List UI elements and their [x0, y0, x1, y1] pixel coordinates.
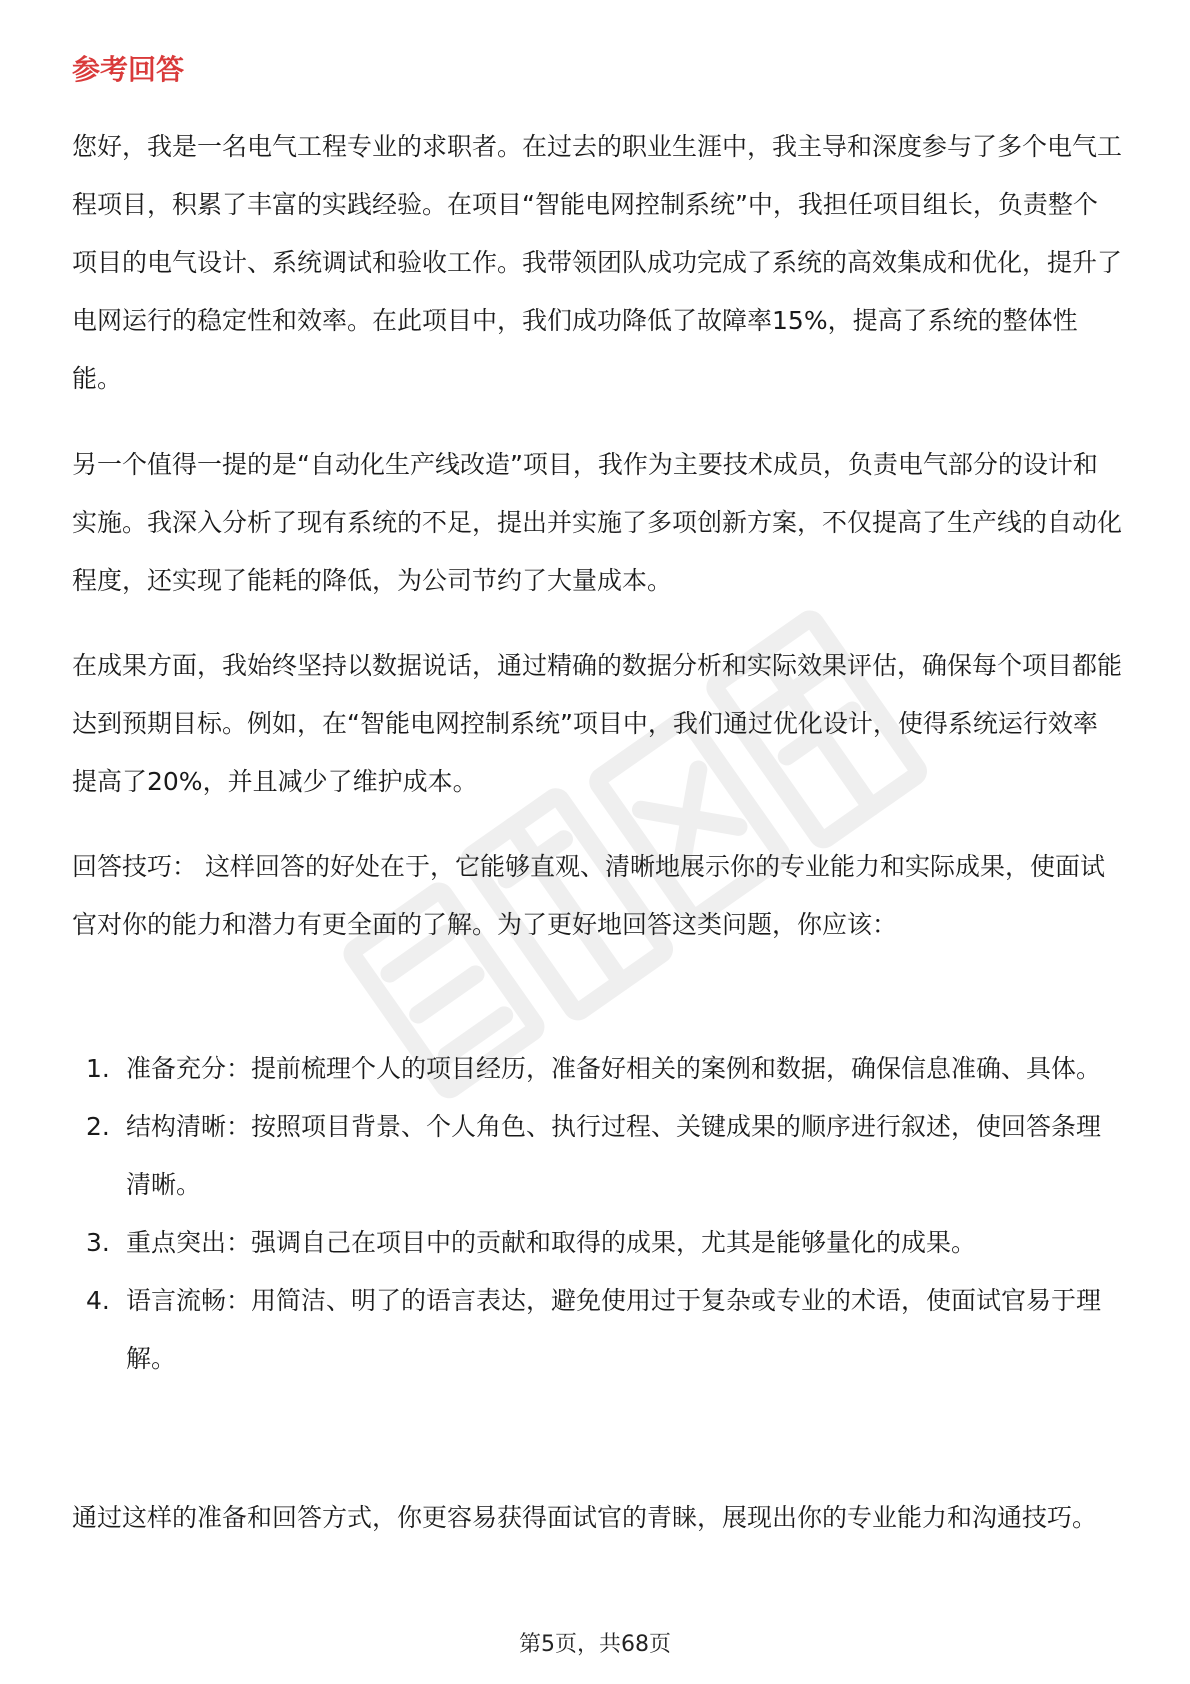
- list-item: [72, 1040, 1122, 1098]
- closing-paragraph: 通过这样的准备和回答方式，你更容易获得面试官的青睐，展现出你的专业能力和沟通技巧。: [72, 1503, 1098, 1532]
- list-item-number: 4.: [86, 1286, 110, 1315]
- page-number: 第5页，共68页: [519, 1632, 671, 1657]
- list-item-number: 2.: [86, 1112, 110, 1141]
- answer-paragraph-1: 您好，我是一名电气工程专业的求职者。在过去的职业生涯中，我主导和深度参与了多个电气工程项目，积累了丰富的实践经验。在项目“智能电网控制系统”中，我担任项目组长，负责整个项目的电气设计、系统调试和验收工作。我带领团队成功完成了系统的高效集成和优化，提升了电网运行的稳定性和效率。在此项目中，我们成功降低了故障率15%，提高了系统的整体性能。: [72, 132, 1123, 393]
- answer-paragraph-2: 另一个值得一提的是“自动化生产线改造”项目，我作为主要技术成员，负责电气部分的设计和实施。我深入分析了现有系统的不足，提出并实施了多项创新方案，不仅提高了生产线的自动化程度，还实现了能耗的降低，为公司节约了大量成本。: [72, 450, 1123, 595]
- list-item-text: 结构清晰：按照项目背景、个人角色、执行过程、关键成果的顺序进行叙述，使回答条理清晰。: [126, 1112, 1102, 1199]
- list-item-number: 1.: [86, 1054, 110, 1083]
- tips-list: [72, 1040, 1122, 1388]
- list-item-text: 语言流畅：用简洁、明了的语言表达，避免使用过于复杂或专业的术语，使面试官易于理解。: [126, 1286, 1102, 1373]
- list-item: [72, 1098, 1122, 1214]
- tips-intro-paragraph: 回答技巧： 这样回答的好处在于，它能够直观、清晰地展示你的专业能力和实际成果，使面试官对你的能力和潜力有更全面的了解。为了更好地回答这类问题，你应该：: [72, 852, 1105, 939]
- list-item-number: 3.: [86, 1228, 110, 1257]
- list-item: [72, 1214, 1122, 1272]
- list-item-text: 准备充分：提前梳理个人的项目经历，准备好相关的案例和数据，确保信息准确、具体。: [126, 1054, 1102, 1083]
- list-item: [72, 1272, 1122, 1388]
- answer-paragraph-3: 在成果方面，我始终坚持以数据说话，通过精确的数据分析和实际效果评估，确保每个项目都能达到预期目标。例如，在“智能电网控制系统”项目中，我们通过优化设计，使得系统运行效率提高了20%，并且减少了维护成本。: [72, 651, 1123, 796]
- page-title: 参考回答: [72, 53, 185, 86]
- list-item-text: 重点突出：强调自己在项目中的贡献和取得的成果，尤其是能够量化的成果。: [126, 1228, 977, 1257]
